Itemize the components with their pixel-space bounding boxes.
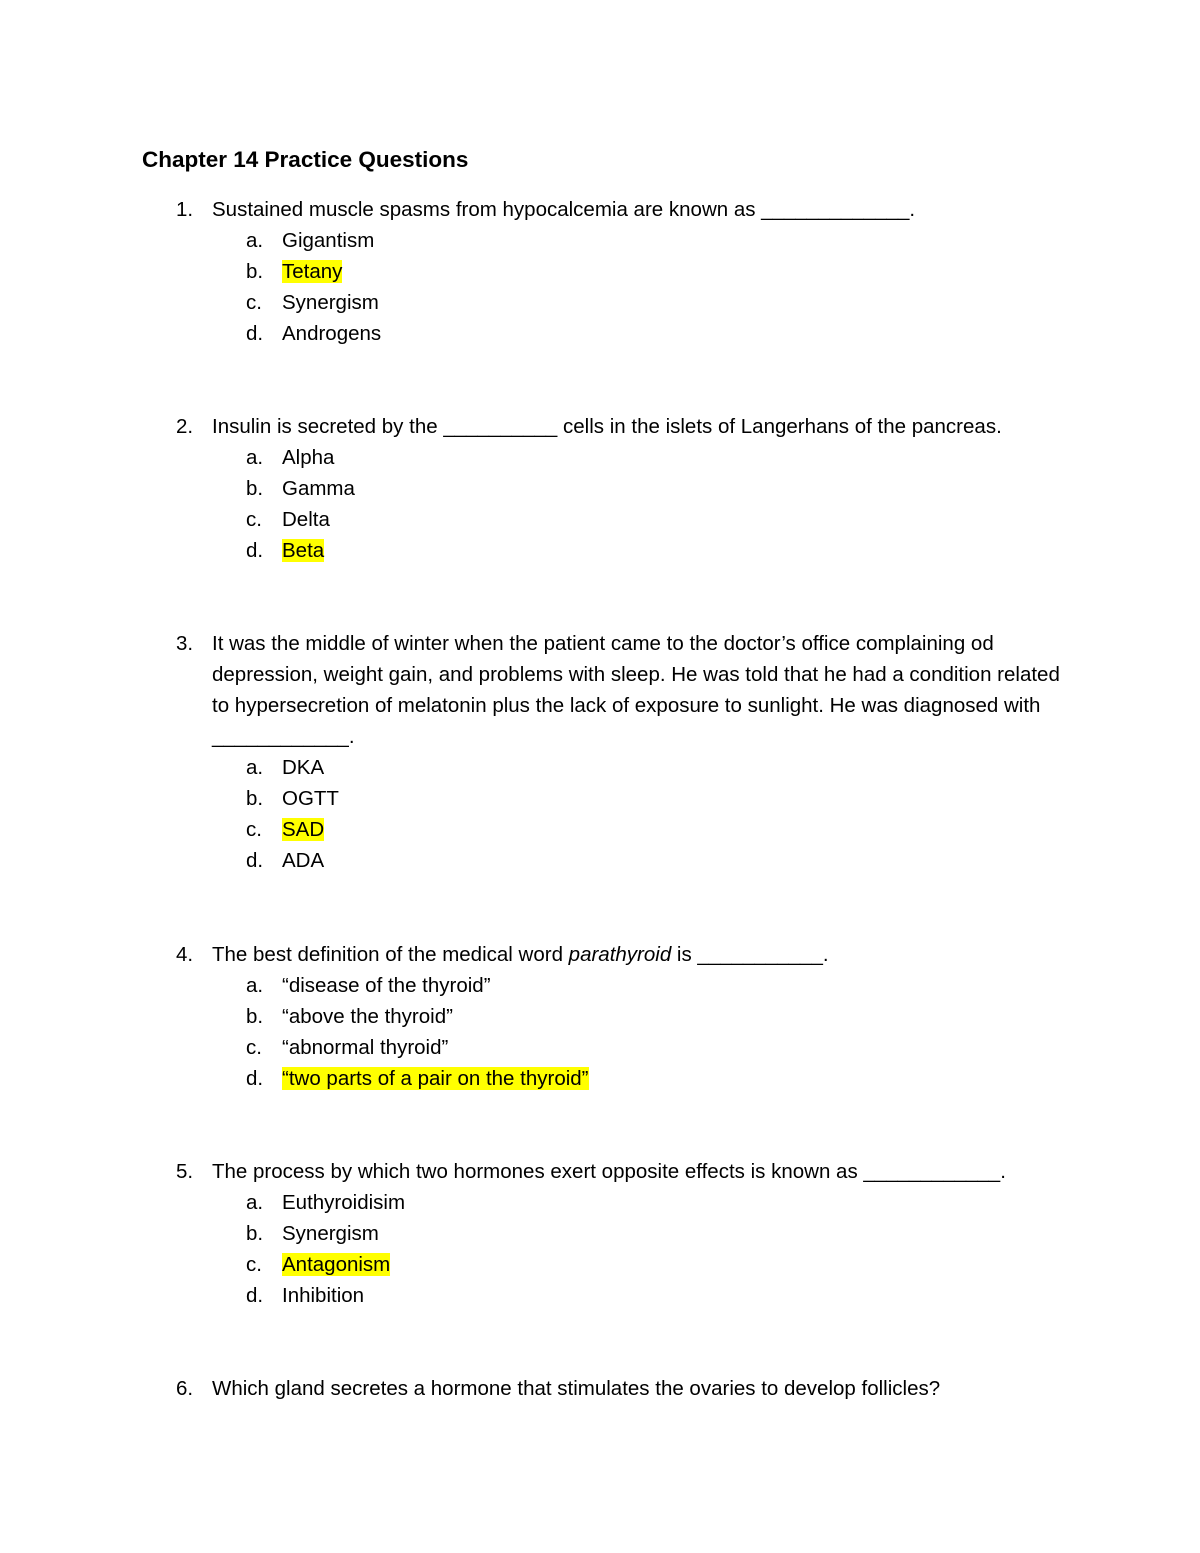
option-letter: d. <box>246 849 264 872</box>
option-c <box>176 287 1076 318</box>
question-text: Which gland secretes a hormone that stimulates the ovaries to develop follicles? <box>212 1377 941 1400</box>
answer-options <box>176 970 1076 1094</box>
option-letter: a. <box>246 1191 264 1214</box>
question-2 <box>176 411 1076 566</box>
option-letter: a. <box>246 974 264 997</box>
option-letter: a. <box>246 446 264 469</box>
answer-options <box>176 442 1076 566</box>
option-c <box>176 1249 1076 1280</box>
option-letter: d. <box>246 1284 264 1307</box>
option-text: Delta <box>282 508 330 531</box>
option-letter: c. <box>246 1036 262 1059</box>
option-text: “above the thyroid” <box>282 1005 453 1028</box>
question-1 <box>176 194 1076 349</box>
question-number: 1. <box>176 198 194 221</box>
option-d <box>176 318 1076 349</box>
answer-options <box>176 225 1076 349</box>
option-text: Euthyroidisim <box>282 1191 406 1214</box>
option-a <box>176 225 1076 256</box>
option-text-highlighted: SAD <box>282 818 325 841</box>
question-number: 3. <box>176 632 194 655</box>
option-b <box>176 256 1076 287</box>
answer-options <box>176 752 1076 876</box>
option-d <box>176 535 1076 566</box>
option-a <box>176 970 1076 1001</box>
question-emphasis: parathyroid <box>568 943 672 966</box>
question-text: It was the middle of winter when the patient came to the doctor’s office complaining od depression, weight gain, and problems with sleep. He was told that he had a condition related to hypersecretion of melatonin plus the lack of exposure to sunlight. He was diagnosed with ____________. <box>212 632 1060 748</box>
question-5 <box>176 1156 1076 1311</box>
question-text: The best definition of the medical word parathyroid is ___________. <box>212 943 829 966</box>
option-letter: c. <box>246 818 262 841</box>
option-letter: d. <box>246 322 264 345</box>
option-text-highlighted: “two parts of a pair on the thyroid” <box>282 1067 589 1090</box>
option-text: Androgens <box>282 322 382 345</box>
option-d <box>176 1280 1076 1311</box>
option-letter: b. <box>246 1222 264 1245</box>
question-4 <box>176 939 1076 1094</box>
question-number: 6. <box>176 1377 194 1400</box>
option-letter: a. <box>246 756 264 779</box>
option-text-highlighted: Tetany <box>282 260 343 283</box>
option-a <box>176 1187 1076 1218</box>
question-text: The process by which two hormones exert opposite effects is known as ____________. <box>212 1160 1006 1183</box>
option-b <box>176 1218 1076 1249</box>
option-text: Gigantism <box>282 229 375 252</box>
option-text: “abnormal thyroid” <box>282 1036 449 1059</box>
option-c <box>176 814 1076 845</box>
option-text: Alpha <box>282 446 335 469</box>
option-b <box>176 783 1076 814</box>
option-letter: c. <box>246 291 262 314</box>
option-text: DKA <box>282 756 325 779</box>
option-letter: b. <box>246 260 264 283</box>
option-letter: d. <box>246 1067 264 1090</box>
option-letter: b. <box>246 477 264 500</box>
option-d <box>176 845 1076 876</box>
option-letter: d. <box>246 539 264 562</box>
option-text: Gamma <box>282 477 355 500</box>
option-text: Synergism <box>282 1222 379 1245</box>
question-text: Insulin is secreted by the __________ cells in the islets of Langerhans of the pancreas. <box>212 415 1002 438</box>
answer-options <box>176 1187 1076 1311</box>
question-text: Sustained muscle spasms from hypocalcemia are known as _____________. <box>212 198 916 221</box>
option-a <box>176 442 1076 473</box>
option-c <box>176 1032 1076 1063</box>
option-text: Synergism <box>282 291 379 314</box>
option-c <box>176 504 1076 535</box>
question-number: 4. <box>176 943 194 966</box>
question-3 <box>176 628 1076 876</box>
option-text: OGTT <box>282 787 339 810</box>
option-b <box>176 1001 1076 1032</box>
option-text: ADA <box>282 849 325 872</box>
option-text-highlighted: Antagonism <box>282 1253 391 1276</box>
option-letter: c. <box>246 508 262 531</box>
question-number: 2. <box>176 415 194 438</box>
option-text: Inhibition <box>282 1284 365 1307</box>
question-6 <box>176 1373 1076 1404</box>
option-letter: c. <box>246 1253 262 1276</box>
page-title: Chapter 14 Practice Questions <box>142 147 469 172</box>
option-letter: a. <box>246 229 264 252</box>
option-b <box>176 473 1076 504</box>
option-text-highlighted: Beta <box>282 539 325 562</box>
option-d <box>176 1063 1076 1094</box>
option-a <box>176 752 1076 783</box>
option-letter: b. <box>246 1005 264 1028</box>
option-letter: b. <box>246 787 264 810</box>
question-number: 5. <box>176 1160 194 1183</box>
option-text: “disease of the thyroid” <box>282 974 491 997</box>
